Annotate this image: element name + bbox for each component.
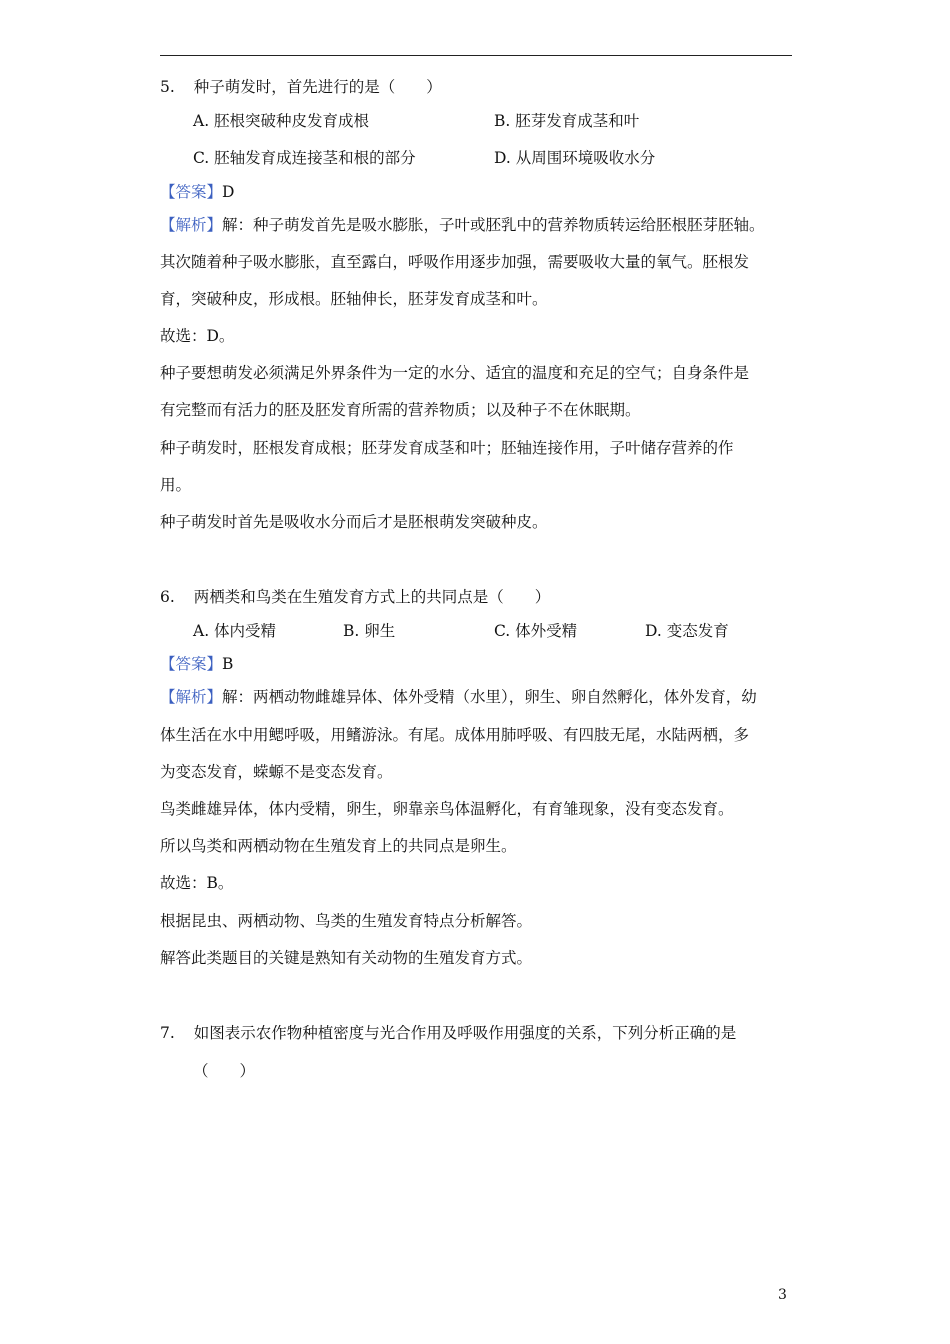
q6-number: 6. [160,588,175,606]
q5-analysis-line-8: 用。 [160,476,192,494]
q5-analysis-line-4: 故选：D。 [160,327,235,345]
q6-option-a: A. 体内受精 [193,622,277,640]
q7-stem-text: 如图表示农作物种植密度与光合作用及呼吸作用强度的关系，下列分析正确的是 [193,1024,737,1042]
q5-answer [160,182,234,202]
q5-option-a: A. 胚根突破种皮发育成根 [193,112,370,130]
q6-option-b: B. 卵生 [343,622,396,640]
q5-number: 5. [160,78,175,96]
q5-analysis-text: 解：种子萌发首先是吸水膨胀，子叶或胚乳中的营养物质转运给胚根胚芽胚轴。 [222,216,765,234]
q6-analysis-line-5: 所以鸟类和两栖动物在生殖发育上的共同点是卵生。 [160,837,517,855]
q7-stem [160,1023,736,1043]
q6-option-c: C. 体外受精 [494,622,578,640]
q5-analysis-line-7: 种子萌发时，胚根发育成根；胚芽发育成茎和叶；胚轴连接作用，子叶储存营养的作 [160,439,734,457]
q5-answer-value: D [222,183,235,201]
q6-analysis-tag: 【解析】 [160,688,223,706]
q5-stem [160,77,442,97]
q5-analysis-line-6: 有完整而有活力的胚及胚发育所需的营养物质；以及种子不在休眠期。 [160,401,641,419]
q5-analysis-line-5: 种子要想萌发必须满足外界条件为一定的水分、适宜的温度和充足的空气；自身条件是 [160,364,750,382]
q5-option-b: B. 胚芽发育成茎和叶 [494,112,640,130]
q6-stem-text: 两栖类和鸟类在生殖发育方式上的共同点是（ ） [193,588,551,606]
q7-number: 7. [160,1024,175,1042]
q6-analysis-line-2: 体生活在水中用鳃呼吸，用鳍游泳。有尾。成体用肺呼吸、有四肢无尾，水陆两栖，多 [160,726,750,744]
q6-analysis-line-4: 鸟类雌雄异体，体内受精，卵生，卵靠亲鸟体温孵化，有育雏现象，没有变态发育。 [160,800,734,818]
header-rule [160,55,792,56]
q5-analysis-tag: 【解析】 [160,216,223,234]
q6-analysis-text: 解：两栖动物雌雄异体、体外受精（水里），卵生、卵自然孵化，体外发育，幼 [222,688,757,706]
q5-option-d: D. 从周围环境吸收水分 [494,149,656,167]
q5-analysis-line-1 [160,215,765,235]
q5-analysis-line-9: 种子萌发时首先是吸收水分而后才是胚根萌发突破种皮。 [160,513,548,531]
q6-analysis-line-7: 根据昆虫、两栖动物、鸟类的生殖发育特点分析解答。 [160,912,533,930]
q6-analysis-line-1 [160,687,757,707]
q6-answer-tag: 【答案】 [160,655,223,673]
q5-analysis-line-3: 育，突破种皮，形成根。胚轴伸长，胚芽发育成茎和叶。 [160,290,548,308]
q6-analysis-line-6: 故选：B。 [160,874,234,892]
q6-analysis-line-3: 为变态发育，蝾螈不是变态发育。 [160,763,393,781]
q6-answer [160,654,233,674]
page-number: 3 [778,1287,787,1303]
q5-answer-tag: 【答案】 [160,183,223,201]
q7-stem-continuation: （ ） [193,1062,256,1080]
q5-option-c: C. 胚轴发育成连接茎和根的部分 [193,149,416,167]
q5-analysis-line-2: 其次随着种子吸水膨胀，直至露白，呼吸作用逐步加强，需要吸收大量的氧气。胚根发 [160,253,750,271]
q6-option-d: D. 变态发育 [645,622,729,640]
q6-answer-value: B [222,655,234,673]
q6-analysis-line-8: 解答此类题目的关键是熟知有关动物的生殖发育方式。 [160,949,533,967]
q5-stem-text: 种子萌发时，首先进行的是（ ） [193,78,442,96]
q6-stem [160,587,550,607]
